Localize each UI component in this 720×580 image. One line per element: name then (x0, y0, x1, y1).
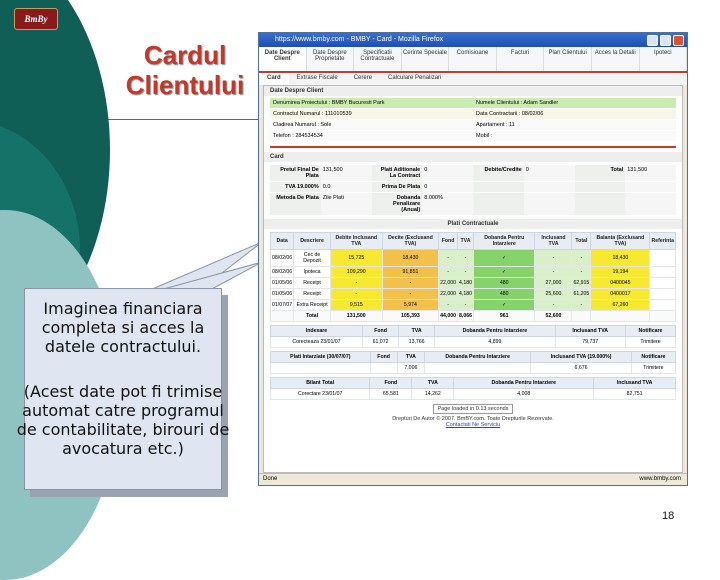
overdue-table (270, 351, 676, 374)
summary-label: Plati Aditionale La Contract (372, 165, 423, 182)
payments-cell: 4,180 (458, 289, 474, 300)
payments-cell: - (382, 278, 438, 289)
table-header-cell: Bilant Total (271, 378, 370, 389)
payments-table (270, 232, 676, 322)
table-cell: Corectare 23/01/07 (271, 389, 370, 400)
app-tab[interactable]: Date Despre Proprietate (307, 47, 355, 71)
payments-cell: 62,915 (572, 278, 591, 289)
payments-cell: - (439, 300, 458, 311)
payments-cell: - (535, 250, 572, 267)
payments-cell: 9,515 (330, 300, 382, 311)
payments-cell (650, 250, 676, 267)
slide-title (110, 40, 260, 100)
table-cell: 7,006 (397, 363, 424, 374)
card-divider (270, 146, 676, 148)
table-header-cell: Plati Intarziate (30/07/07) (271, 352, 371, 363)
client-field: Contractul Numarul : 111010539 (270, 109, 473, 120)
payments-cell: 18,430 (382, 250, 438, 267)
summary-label (473, 193, 524, 216)
payments-cell: 61,205 (572, 289, 591, 300)
summary-value (625, 193, 676, 216)
payments-cell: - (458, 267, 474, 278)
payments-header-cell: Balanta (Exclusand TVA) (591, 233, 650, 250)
summary-value: 0 (422, 182, 473, 193)
payments-cell: 01/05/06 (271, 278, 294, 289)
table-cell: 65,581 (370, 389, 412, 400)
table-cell: 82,751 (594, 389, 676, 400)
payments-header-cell: Fond (439, 233, 458, 250)
payments-cell: - (535, 300, 572, 311)
callout-text-2: (Acest date pot fi trimise automat catre programul de contabilitate, birouri de avocatura etc.) (16, 382, 230, 458)
payments-cell: ✓ (473, 250, 535, 267)
app-tab-bar (259, 47, 687, 73)
total-balance-table (270, 377, 676, 400)
page-loaded-note: Page loaded in 0.13 seconds (433, 404, 514, 414)
payments-total-cell: 961 (473, 311, 535, 322)
payments-total-cell: 131,500 (330, 311, 382, 322)
table-cell (425, 363, 531, 374)
payments-total-cell (271, 311, 294, 322)
payments-header-cell: Descriere (294, 233, 331, 250)
payments-cell: Extra Receipt (294, 300, 331, 311)
client-field: Data Contractarii : 08/02/06 (473, 109, 676, 120)
summary-label: Prima De Plata (372, 182, 423, 193)
payments-row (271, 250, 676, 267)
payments-total-row (271, 311, 676, 322)
payments-cell: - (439, 267, 458, 278)
indexing-table (270, 325, 676, 348)
client-field: Denumirea Proiectului : BMBY Bucuresti Park (270, 98, 473, 109)
sub-tab[interactable]: Extrase Fiscale (296, 75, 338, 81)
summary-label (575, 182, 626, 193)
payments-header-cell: Dobanda Pentru Intarziere (473, 233, 535, 250)
table-header-cell: Notificare (625, 326, 675, 337)
payments-row (271, 278, 676, 289)
payments-header-cell: Decite (Exclusand TVA) (382, 233, 438, 250)
payments-cell: 25,600 (535, 289, 572, 300)
title-divider (108, 119, 258, 120)
table-header-cell: Fond (370, 352, 397, 363)
table-cell: 6,676 (531, 363, 631, 374)
table-header-row (271, 352, 676, 363)
client-info-grid (270, 98, 676, 142)
payments-cell (650, 300, 676, 311)
summary-value (625, 182, 676, 193)
payments-total-cell (572, 311, 591, 322)
sub-tab[interactable]: Cerere (353, 75, 373, 81)
table-row (271, 337, 676, 348)
callout-box (16, 288, 230, 490)
sub-tab[interactable]: Card (259, 73, 289, 85)
payments-cell: - (535, 267, 572, 278)
payments-cell: 0400045 (591, 278, 650, 289)
payments-cell: - (458, 250, 474, 267)
payments-header-cell: Data (271, 233, 294, 250)
slide-number: 18 (662, 510, 675, 522)
section-client-header: Date Despre Client (264, 86, 682, 96)
payments-cell: 67,260 (591, 300, 650, 311)
close-icon[interactable] (673, 35, 684, 46)
payments-cell: 01/05/06 (271, 289, 294, 300)
payments-total-cell: Total (294, 311, 331, 322)
section-payments-header: Plati Contractuale (264, 219, 682, 229)
app-tab[interactable]: Comisioane (449, 47, 497, 71)
payments-header-cell: Inclusand TVA (535, 233, 572, 250)
summary-label: Debite/Credite (473, 165, 524, 182)
app-tab[interactable]: Acces la Detalii (592, 47, 640, 71)
app-tab[interactable]: Plan Clientului (544, 47, 592, 71)
summary-value (524, 193, 575, 216)
payments-header-cell: Referinta (650, 233, 676, 250)
payments-cell: Ipoteca (294, 267, 331, 278)
summary-label: Dobanda Penalizare (Anual) (372, 193, 423, 216)
summary-label (473, 182, 524, 193)
section-card-header: Card (264, 152, 682, 162)
table-header-row (271, 378, 676, 389)
summary-value: 0 (422, 165, 473, 182)
payments-cell (650, 278, 676, 289)
payments-total-cell: 44,000 (439, 311, 458, 322)
sub-tab[interactable]: Calculare Penalizari (388, 75, 442, 81)
app-tab[interactable]: Specificatii Contractuale (354, 47, 402, 71)
payments-cell: Cec de Depozit (294, 250, 331, 267)
title-line-2: Clientului (125, 70, 245, 100)
summary-value: 131,500 (321, 165, 372, 182)
table-row (271, 389, 676, 400)
table-row (271, 363, 676, 374)
table-cell (370, 363, 397, 374)
table-header-cell: Inclusand TVA (19.000%) (531, 352, 631, 363)
payments-cell: 18,430 (591, 250, 650, 267)
payments-cell (650, 289, 676, 300)
summary-label: Pretul Final De Plata (270, 165, 321, 182)
status-url: www.bmby.com (639, 476, 681, 482)
table-cell: Corecteaza 23/01/07 (271, 337, 363, 348)
payments-header-cell: Total (572, 233, 591, 250)
callout-text-1: Imaginea financiara completa si acces la datele contractului. (41, 299, 205, 356)
maximize-icon[interactable] (660, 35, 671, 46)
payments-cell: 19,194 (591, 267, 650, 278)
payments-cell: 0400017 (591, 289, 650, 300)
window-titlebar (259, 33, 687, 47)
payments-cell: - (330, 289, 382, 300)
payments-cell: Receipt (294, 289, 331, 300)
table-header-cell: Dobanda Pentru Intarziere (425, 352, 531, 363)
payments-cell: 08/02/06 (271, 250, 294, 267)
table-header-cell: Notificare (631, 352, 675, 363)
table-header-cell: Dobanda Pentru Intarziere (435, 326, 555, 337)
sub-tab-bar (259, 73, 687, 85)
payments-cell: 01/07/07 (271, 300, 294, 311)
window-title: https://www.bmby.com - BMBY - Card - Mozilla Firefox (275, 36, 444, 43)
payments-cell: 4,180 (458, 278, 474, 289)
table-cell (271, 363, 371, 374)
table-cell: 14,262 (412, 389, 454, 400)
payments-cell: - (439, 250, 458, 267)
summary-value: Zile Plati (321, 193, 372, 216)
table-header-cell: Fond (362, 326, 398, 337)
payments-header-cell: Debite Inclusand TVA (330, 233, 382, 250)
client-field: Cladirea Numarul : Sole (270, 120, 473, 131)
summary-value: 0.0 (321, 182, 372, 193)
payments-total-cell: 8,066 (458, 311, 474, 322)
payments-cell: 15,725 (330, 250, 382, 267)
payments-cell: - (382, 289, 438, 300)
payments-cell: ✓ (473, 300, 535, 311)
contact-link[interactable]: Contactati Ne Serviciu (445, 422, 501, 428)
payments-row (271, 289, 676, 300)
payments-cell: ✓ (473, 267, 535, 278)
payments-cell: - (330, 278, 382, 289)
status-text: Done (263, 476, 278, 482)
app-tab[interactable]: Ipoteci (640, 47, 688, 71)
payments-cell: - (458, 300, 474, 311)
table-header-cell: Inclusand TVA (555, 326, 625, 337)
payments-cell: 5,974 (382, 300, 438, 311)
summary-label: Metoda De Plata (270, 193, 321, 216)
page-footer (264, 404, 682, 428)
table-header-cell: TVA (412, 378, 454, 389)
table-header-cell: TVA (397, 352, 424, 363)
bmby-logo: BmBy (14, 8, 58, 30)
copyright-text: Drepturi De Autor © 2007. BmBY.com. Toate Drepturile Rezervate. (392, 416, 554, 422)
summary-label (575, 193, 626, 216)
summary-value: 131,500 (625, 165, 676, 182)
summary-value: 8.000% (422, 193, 473, 216)
table-cell: 79,737 (555, 337, 625, 348)
payments-cell: 08/02/06 (271, 267, 294, 278)
table-cell: Trimitere (631, 363, 675, 374)
client-field: Apartament : 11 (473, 120, 676, 131)
page-content (263, 85, 683, 473)
client-field: Telefon : 284534534 (270, 131, 473, 142)
payments-cell: - (572, 300, 591, 311)
card-summary-grid (270, 165, 676, 216)
table-cell: Trimitere (625, 337, 675, 348)
payments-cell: - (572, 267, 591, 278)
summary-value (524, 182, 575, 193)
payments-cell: - (572, 250, 591, 267)
payments-cell: 22,000 (439, 278, 458, 289)
browser-window (258, 32, 688, 486)
app-tab[interactable]: Date Despre Client (259, 47, 307, 71)
table-cell: 61,072 (362, 337, 398, 348)
payments-cell: 480 (473, 289, 535, 300)
table-cell: 13,766 (399, 337, 435, 348)
payments-cell (650, 267, 676, 278)
payments-cell: 109,290 (330, 267, 382, 278)
payments-header-cell: TVA (458, 233, 474, 250)
payments-row (271, 267, 676, 278)
payments-cell: 91,851 (382, 267, 438, 278)
status-bar (259, 473, 687, 485)
minimize-icon[interactable] (647, 35, 658, 46)
payments-total-cell: 52,600 (535, 311, 572, 322)
payments-cell: Receipt (294, 278, 331, 289)
table-cell: 4,008 (454, 389, 594, 400)
table-cell: 4,899 (435, 337, 555, 348)
payments-cell: 27,000 (535, 278, 572, 289)
payments-total-cell (650, 311, 676, 322)
payments-total-cell: 105,393 (382, 311, 438, 322)
table-header-row (271, 326, 676, 337)
table-header-cell: TVA (399, 326, 435, 337)
table-header-cell: Fond (370, 378, 412, 389)
summary-value: 0 (524, 165, 575, 182)
client-field: Mobil : (473, 131, 676, 142)
table-header-cell: Dobanda Pentru Intarziere (454, 378, 594, 389)
table-header-cell: Inclusand TVA (594, 378, 676, 389)
payments-total-cell (591, 311, 650, 322)
summary-label: Total (575, 165, 626, 182)
app-tab[interactable]: Facturi (497, 47, 545, 71)
payments-row (271, 300, 676, 311)
payments-cell: 480 (473, 278, 535, 289)
summary-label: TVA 19.000% (270, 182, 321, 193)
payments-cell: 22,000 (439, 289, 458, 300)
title-line-1: Cardul (143, 40, 227, 70)
table-header-cell: Indexare (271, 326, 363, 337)
app-tab[interactable]: Cerinte Speciale (402, 47, 450, 71)
client-field: Numele Clientului : Adam Sandler (473, 98, 676, 109)
